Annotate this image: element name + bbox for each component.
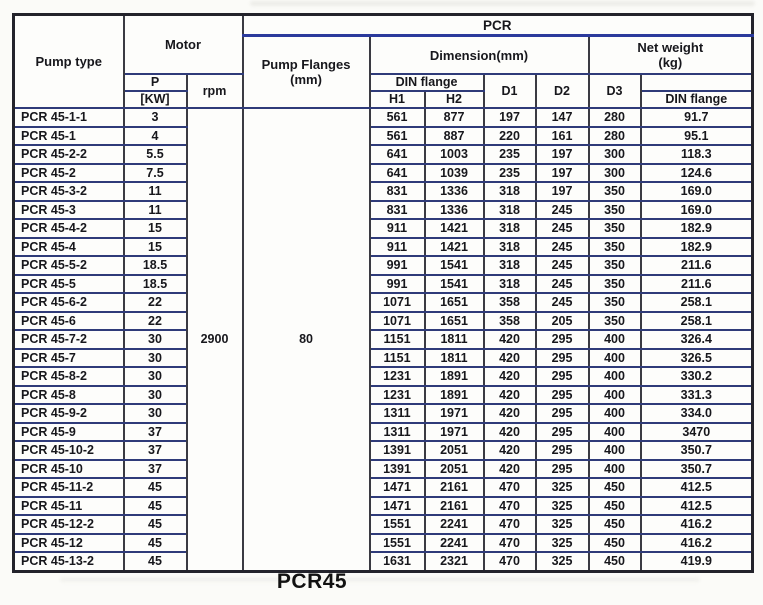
cell-d2: 295 bbox=[536, 386, 589, 405]
table-row bbox=[14, 293, 753, 312]
cell-h2: 1651 bbox=[425, 293, 484, 312]
cell-weight: 182.9 bbox=[641, 219, 753, 238]
cell-h2: 1811 bbox=[425, 349, 484, 368]
cell-d2: 161 bbox=[536, 127, 589, 146]
cell-d1: 420 bbox=[484, 349, 536, 368]
cell-pump-type: PCR 45-4-2 bbox=[14, 219, 124, 238]
table-row bbox=[14, 219, 753, 238]
cell-d3: 280 bbox=[589, 108, 641, 127]
cell-h1: 911 bbox=[370, 238, 425, 257]
cell-d3: 350 bbox=[589, 238, 641, 257]
cell-pump-type: PCR 45-8-2 bbox=[14, 367, 124, 386]
cell-pump-type: PCR 45-3 bbox=[14, 201, 124, 220]
table-row bbox=[14, 330, 753, 349]
cell-h2: 1541 bbox=[425, 256, 484, 275]
cell-d2: 325 bbox=[536, 534, 589, 553]
cell-h1: 991 bbox=[370, 256, 425, 275]
cell-d3: 400 bbox=[589, 349, 641, 368]
header-h1: H1 bbox=[370, 91, 425, 108]
cell-h1: 1071 bbox=[370, 312, 425, 331]
cell-pump-type: PCR 45-6-2 bbox=[14, 293, 124, 312]
cell-p-kw: 45 bbox=[124, 534, 187, 553]
cell-h2: 1003 bbox=[425, 145, 484, 164]
cell-pump-type: PCR 45-11 bbox=[14, 497, 124, 516]
cell-weight: 350.7 bbox=[641, 460, 753, 479]
cell-h1: 1151 bbox=[370, 330, 425, 349]
cell-h2: 1891 bbox=[425, 367, 484, 386]
table-header bbox=[14, 15, 753, 109]
table-row bbox=[14, 423, 753, 442]
cell-d1: 197 bbox=[484, 108, 536, 127]
cell-d1: 420 bbox=[484, 441, 536, 460]
header-d1: D1 bbox=[484, 74, 536, 108]
cell-p-kw: 11 bbox=[124, 201, 187, 220]
cell-pump-type: PCR 45-7-2 bbox=[14, 330, 124, 349]
cell-h1: 1551 bbox=[370, 515, 425, 534]
header-pcr: PCR bbox=[243, 15, 753, 36]
cell-d1: 420 bbox=[484, 386, 536, 405]
cell-d3: 400 bbox=[589, 367, 641, 386]
cell-h2: 877 bbox=[425, 108, 484, 127]
cell-d3: 350 bbox=[589, 182, 641, 201]
cell-d1: 220 bbox=[484, 127, 536, 146]
cell-h2: 2051 bbox=[425, 441, 484, 460]
cell-d3: 350 bbox=[589, 256, 641, 275]
header-blank-cell bbox=[641, 74, 753, 91]
cell-p-kw: 37 bbox=[124, 423, 187, 442]
cell-p-kw: 18.5 bbox=[124, 275, 187, 294]
cell-d2: 197 bbox=[536, 182, 589, 201]
cell-d2: 325 bbox=[536, 478, 589, 497]
cell-d1: 318 bbox=[484, 201, 536, 220]
cell-d3: 450 bbox=[589, 552, 641, 571]
header-h2: H2 bbox=[425, 91, 484, 108]
cell-d2: 147 bbox=[536, 108, 589, 127]
table-caption: PCR45 bbox=[276, 570, 348, 593]
cell-weight: 326.5 bbox=[641, 349, 753, 368]
cell-weight: 412.5 bbox=[641, 478, 753, 497]
cell-d2: 245 bbox=[536, 256, 589, 275]
cell-d1: 235 bbox=[484, 145, 536, 164]
cell-p-kw: 22 bbox=[124, 293, 187, 312]
cell-h1: 1151 bbox=[370, 349, 425, 368]
cell-weight: 419.9 bbox=[641, 552, 753, 571]
cell-p-kw: 45 bbox=[124, 515, 187, 534]
cell-d3: 400 bbox=[589, 441, 641, 460]
table-row bbox=[14, 238, 753, 257]
cell-d3: 450 bbox=[589, 478, 641, 497]
cell-p-kw: 22 bbox=[124, 312, 187, 331]
cell-p-kw: 7.5 bbox=[124, 164, 187, 183]
cell-h2: 1541 bbox=[425, 275, 484, 294]
table-row bbox=[14, 497, 753, 516]
cell-pump-type: PCR 45-10-2 bbox=[14, 441, 124, 460]
table-row bbox=[14, 404, 753, 423]
table-row bbox=[14, 534, 753, 553]
cell-d1: 470 bbox=[484, 534, 536, 553]
cell-pump-type: PCR 45-8 bbox=[14, 386, 124, 405]
cell-d1: 318 bbox=[484, 256, 536, 275]
cell-h1: 1311 bbox=[370, 404, 425, 423]
cell-d1: 318 bbox=[484, 238, 536, 257]
table-row bbox=[14, 275, 753, 294]
cell-d1: 420 bbox=[484, 404, 536, 423]
cell-h2: 1336 bbox=[425, 182, 484, 201]
cell-weight: 169.0 bbox=[641, 201, 753, 220]
cell-pump-type: PCR 45-12-2 bbox=[14, 515, 124, 534]
cell-pump-flanges-merged: 80 bbox=[243, 108, 370, 571]
cell-pump-type: PCR 45-1-1 bbox=[14, 108, 124, 127]
cell-d1: 470 bbox=[484, 515, 536, 534]
cell-weight: 95.1 bbox=[641, 127, 753, 146]
cell-d2: 295 bbox=[536, 404, 589, 423]
cell-d2: 245 bbox=[536, 201, 589, 220]
cell-h2: 2241 bbox=[425, 534, 484, 553]
cell-weight: 412.5 bbox=[641, 497, 753, 516]
cell-h1: 1231 bbox=[370, 386, 425, 405]
cell-h2: 887 bbox=[425, 127, 484, 146]
cell-d1: 318 bbox=[484, 275, 536, 294]
cell-h2: 1039 bbox=[425, 164, 484, 183]
cell-pump-type: PCR 45-10 bbox=[14, 460, 124, 479]
cell-d2: 245 bbox=[536, 238, 589, 257]
cell-p-kw: 30 bbox=[124, 386, 187, 405]
cell-h1: 561 bbox=[370, 127, 425, 146]
cell-p-kw: 30 bbox=[124, 330, 187, 349]
header-d3: D3 bbox=[589, 74, 641, 108]
table-row bbox=[14, 164, 753, 183]
cell-weight: 350.7 bbox=[641, 441, 753, 460]
cell-d1: 470 bbox=[484, 478, 536, 497]
table-body bbox=[14, 108, 753, 571]
cell-p-kw: 15 bbox=[124, 238, 187, 257]
cell-d2: 295 bbox=[536, 367, 589, 386]
cell-d2: 197 bbox=[536, 164, 589, 183]
cell-h1: 641 bbox=[370, 145, 425, 164]
cell-d1: 358 bbox=[484, 312, 536, 331]
table-row bbox=[14, 552, 753, 571]
table-row bbox=[14, 108, 753, 127]
cell-weight: 91.7 bbox=[641, 108, 753, 127]
cell-d3: 450 bbox=[589, 515, 641, 534]
header-din-flange-dim: DIN flange bbox=[370, 74, 484, 91]
cell-weight: 182.9 bbox=[641, 238, 753, 257]
cell-d2: 325 bbox=[536, 515, 589, 534]
cell-p-kw: 3 bbox=[124, 108, 187, 127]
cell-p-kw: 45 bbox=[124, 497, 187, 516]
cell-p-kw: 30 bbox=[124, 404, 187, 423]
cell-pump-type: PCR 45-1 bbox=[14, 127, 124, 146]
cell-pump-type: PCR 45-3-2 bbox=[14, 182, 124, 201]
cell-p-kw: 15 bbox=[124, 219, 187, 238]
cell-weight: 334.0 bbox=[641, 404, 753, 423]
cell-d3: 400 bbox=[589, 386, 641, 405]
cell-weight: 258.1 bbox=[641, 312, 753, 331]
cell-d3: 400 bbox=[589, 330, 641, 349]
cell-d3: 300 bbox=[589, 164, 641, 183]
cell-p-kw: 45 bbox=[124, 478, 187, 497]
cell-d3: 280 bbox=[589, 127, 641, 146]
cell-weight: 258.1 bbox=[641, 293, 753, 312]
cell-d2: 295 bbox=[536, 330, 589, 349]
cell-h1: 831 bbox=[370, 182, 425, 201]
header-net-weight: Net weight (kg) bbox=[589, 36, 753, 75]
cell-h2: 1651 bbox=[425, 312, 484, 331]
cell-pump-type: PCR 45-2-2 bbox=[14, 145, 124, 164]
cell-p-kw: 30 bbox=[124, 367, 187, 386]
header-p-unit: [KW] bbox=[124, 91, 187, 108]
cell-pump-type: PCR 45-12 bbox=[14, 534, 124, 553]
cell-h2: 1421 bbox=[425, 238, 484, 257]
cell-h1: 1471 bbox=[370, 478, 425, 497]
cell-h1: 1471 bbox=[370, 497, 425, 516]
cell-p-kw: 4 bbox=[124, 127, 187, 146]
cell-h2: 2161 bbox=[425, 478, 484, 497]
cell-d1: 470 bbox=[484, 552, 536, 571]
cell-h2: 1421 bbox=[425, 219, 484, 238]
header-pump-flanges: Pump Flanges (mm) bbox=[243, 36, 370, 109]
cell-p-kw: 30 bbox=[124, 349, 187, 368]
cell-h2: 1971 bbox=[425, 404, 484, 423]
cell-d2: 197 bbox=[536, 145, 589, 164]
cell-pump-type: PCR 45-6 bbox=[14, 312, 124, 331]
cell-d1: 318 bbox=[484, 182, 536, 201]
cell-weight: 416.2 bbox=[641, 515, 753, 534]
cell-weight: 211.6 bbox=[641, 275, 753, 294]
cell-d2: 245 bbox=[536, 219, 589, 238]
table-row bbox=[14, 201, 753, 220]
cell-p-kw: 45 bbox=[124, 552, 187, 571]
cell-h1: 1631 bbox=[370, 552, 425, 571]
cell-d2: 205 bbox=[536, 312, 589, 331]
header-motor: Motor bbox=[124, 15, 243, 75]
cell-p-kw: 18.5 bbox=[124, 256, 187, 275]
cell-d2: 295 bbox=[536, 349, 589, 368]
cell-h1: 641 bbox=[370, 164, 425, 183]
cell-d3: 300 bbox=[589, 145, 641, 164]
cell-d3: 350 bbox=[589, 293, 641, 312]
cell-d3: 400 bbox=[589, 423, 641, 442]
cell-h1: 911 bbox=[370, 219, 425, 238]
cell-d2: 295 bbox=[536, 423, 589, 442]
table-row bbox=[14, 127, 753, 146]
table-row bbox=[14, 460, 753, 479]
cell-d3: 400 bbox=[589, 404, 641, 423]
cell-pump-type: PCR 45-2 bbox=[14, 164, 124, 183]
cell-p-kw: 37 bbox=[124, 460, 187, 479]
table-row bbox=[14, 386, 753, 405]
cell-d2: 245 bbox=[536, 275, 589, 294]
cell-weight: 211.6 bbox=[641, 256, 753, 275]
cell-d2: 325 bbox=[536, 552, 589, 571]
cell-weight: 169.0 bbox=[641, 182, 753, 201]
cell-h2: 2161 bbox=[425, 497, 484, 516]
table-row bbox=[14, 441, 753, 460]
cell-pump-type: PCR 45-13-2 bbox=[14, 552, 124, 571]
cell-pump-type: PCR 45-4 bbox=[14, 238, 124, 257]
cell-p-kw: 11 bbox=[124, 182, 187, 201]
cell-h1: 1551 bbox=[370, 534, 425, 553]
cell-h2: 1811 bbox=[425, 330, 484, 349]
cell-d3: 350 bbox=[589, 312, 641, 331]
cell-h1: 991 bbox=[370, 275, 425, 294]
cell-pump-type: PCR 45-5-2 bbox=[14, 256, 124, 275]
cell-d1: 420 bbox=[484, 460, 536, 479]
cell-weight: 331.3 bbox=[641, 386, 753, 405]
cell-weight: 326.4 bbox=[641, 330, 753, 349]
cell-d1: 420 bbox=[484, 423, 536, 442]
table-row bbox=[14, 145, 753, 164]
cell-d2: 325 bbox=[536, 497, 589, 516]
cell-pump-type: PCR 45-7 bbox=[14, 349, 124, 368]
cell-h1: 1311 bbox=[370, 423, 425, 442]
cell-d3: 350 bbox=[589, 275, 641, 294]
table-row bbox=[14, 256, 753, 275]
header-dimension: Dimension(mm) bbox=[370, 36, 589, 75]
header-pump-type: Pump type bbox=[14, 15, 124, 109]
cell-h2: 2241 bbox=[425, 515, 484, 534]
cell-d1: 420 bbox=[484, 367, 536, 386]
cell-h1: 831 bbox=[370, 201, 425, 220]
pump-spec-table bbox=[12, 13, 754, 573]
cell-d1: 235 bbox=[484, 164, 536, 183]
table-row bbox=[14, 182, 753, 201]
cell-h1: 1391 bbox=[370, 460, 425, 479]
cell-d3: 400 bbox=[589, 460, 641, 479]
scan-artifact bbox=[250, 1, 755, 6]
cell-weight: 330.2 bbox=[641, 367, 753, 386]
cell-d1: 470 bbox=[484, 497, 536, 516]
cell-d1: 420 bbox=[484, 330, 536, 349]
table-row bbox=[14, 515, 753, 534]
header-rpm: rpm bbox=[187, 74, 243, 108]
table-row bbox=[14, 312, 753, 331]
cell-d3: 350 bbox=[589, 219, 641, 238]
cell-h2: 1891 bbox=[425, 386, 484, 405]
cell-pump-type: PCR 45-5 bbox=[14, 275, 124, 294]
cell-d3: 450 bbox=[589, 534, 641, 553]
cell-pump-type: PCR 45-9 bbox=[14, 423, 124, 442]
cell-d3: 350 bbox=[589, 201, 641, 220]
cell-d2: 295 bbox=[536, 460, 589, 479]
header-d2: D2 bbox=[536, 74, 589, 108]
cell-d1: 358 bbox=[484, 293, 536, 312]
cell-p-kw: 5.5 bbox=[124, 145, 187, 164]
cell-h2: 2321 bbox=[425, 552, 484, 571]
cell-h1: 561 bbox=[370, 108, 425, 127]
cell-weight: 124.6 bbox=[641, 164, 753, 183]
cell-weight: 3470 bbox=[641, 423, 753, 442]
cell-h2: 1971 bbox=[425, 423, 484, 442]
cell-weight: 118.3 bbox=[641, 145, 753, 164]
cell-h2: 2051 bbox=[425, 460, 484, 479]
cell-d3: 450 bbox=[589, 497, 641, 516]
cell-rpm-merged: 2900 bbox=[187, 108, 243, 571]
cell-h1: 1391 bbox=[370, 441, 425, 460]
table-row bbox=[14, 349, 753, 368]
table-row bbox=[14, 367, 753, 386]
cell-d1: 318 bbox=[484, 219, 536, 238]
table-row bbox=[14, 478, 753, 497]
cell-h2: 1336 bbox=[425, 201, 484, 220]
cell-h1: 1231 bbox=[370, 367, 425, 386]
cell-h1: 1071 bbox=[370, 293, 425, 312]
cell-p-kw: 37 bbox=[124, 441, 187, 460]
cell-d2: 245 bbox=[536, 293, 589, 312]
cell-pump-type: PCR 45-11-2 bbox=[14, 478, 124, 497]
header-din-flange-weight: DIN flange bbox=[641, 91, 753, 108]
cell-weight: 416.2 bbox=[641, 534, 753, 553]
header-p: P bbox=[124, 74, 187, 91]
cell-pump-type: PCR 45-9-2 bbox=[14, 404, 124, 423]
cell-d2: 295 bbox=[536, 441, 589, 460]
